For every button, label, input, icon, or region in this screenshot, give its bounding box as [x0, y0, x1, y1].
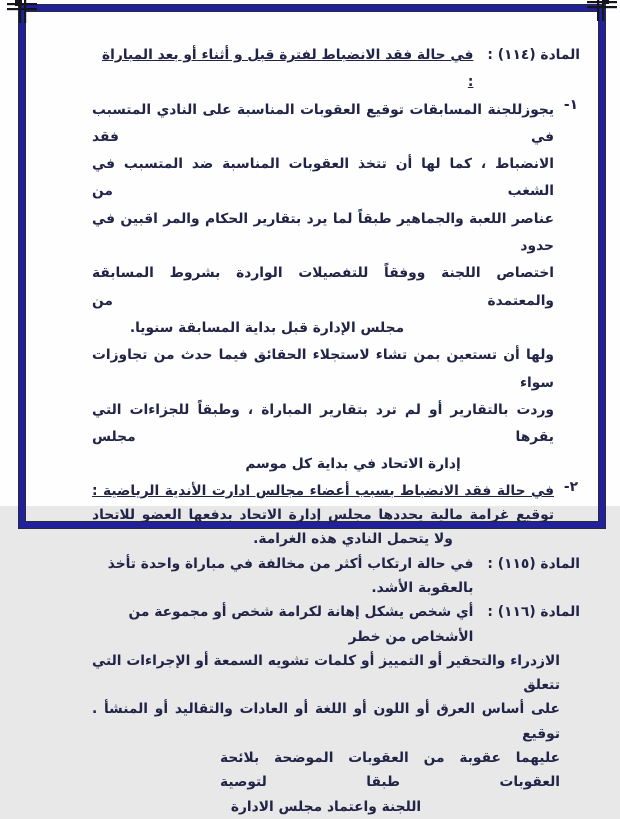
- item-1-line: وردت بالتقارير أو لم ترد بتقارير المباراة ، وطبقاً للجزاءات التي يقرها مجلس: [92, 401, 554, 446]
- article-116-text-line: اللجنة واعتماد مجلس الادارة: [230, 798, 422, 815]
- item-1-marker: ١-: [563, 96, 578, 113]
- section-article-114: [92, 42, 580, 479]
- item-2-line: ولا يتحمل النادي هذه الغرامة.: [253, 531, 453, 548]
- item-1-line: اختصاص اللجنة ووفقاً للتفصيلات الواردة بشروط المسابقة والمعتمدة من: [92, 265, 554, 309]
- article-116-row: [92, 600, 580, 649]
- article-116-label: المادة (١١٦) :: [487, 604, 580, 621]
- item-1-line: عناصر اللعبة والجماهير طبقاً لما يرد بتقارير الحكام والمر اقبين في حدود: [92, 210, 554, 255]
- item-2-line: توقيع غرامة مالية يحددها مجلس إدارة الاتحاد بدفعها العضو للاتحاد: [92, 507, 554, 524]
- article-116-text-line: عليهما عقوبة من العقوبات الموضحة بلائحة العقوبات طبقا لتوصية: [220, 750, 560, 791]
- article-115-text: في حالة ارتكاب أكثر من مخالفة في مباراة واحدة تأخذ بالعقوبة الأشد.: [107, 555, 474, 596]
- page-content: [92, 42, 580, 819]
- article-115-row: [92, 552, 580, 601]
- article-114-row: [92, 42, 580, 97]
- item-2-marker: ٢-: [563, 478, 578, 495]
- item-1-line: يجوزللجنة المسابقات توقيع العقوبات المناسبة على النادي المتسبب في فقد: [92, 101, 554, 145]
- item-1-line: ولها أن تستعين بمن تشاء لاستجلاء الحقائق فيما حدث من تجاوزات سواء: [92, 347, 554, 391]
- item-1-line: الانضباط ، كما لها أن تتخذ العقوبات المناسبة ضد المتسبب في الشغب من: [92, 156, 554, 200]
- article-116-text-line: الازدراء والتحقير أو التمييز أو كلمات تشويه السمعة أو الإجراءات التي تتعلق: [92, 652, 560, 694]
- section-lower: [92, 479, 580, 819]
- item-1-line: إدارة الاتحاد في بداية كل موسم: [245, 456, 461, 473]
- top-left-corner-ornament-icon: [7, 0, 41, 25]
- item-1: [92, 97, 580, 479]
- item-2: [92, 479, 580, 552]
- article-116-text-line: أي شخص يشكل إهانة لكرامة شخص أو مجموعة من الأشخاص من خطر: [128, 604, 474, 645]
- article-116-continuation: [92, 649, 560, 819]
- article-114-title: في حالة فقد الانضباط لفترة قبل و أثناء أو بعد المباراة :: [102, 47, 474, 91]
- article-115-label: المادة (١١٥) :: [487, 555, 580, 572]
- top-right-corner-ornament-icon: [583, 0, 617, 23]
- article-116-text-line: على أساس العرق أو اللون أو اللغة أو العادات والتقاليد أو المنشأ . توقيع: [92, 701, 560, 742]
- article-114-label: المادة (١١٤) :: [487, 47, 580, 63]
- item-2-title: في حالة فقد الانضباط بسبب أعضاء مجالس ادارت الأندية الرياضية :: [92, 482, 554, 499]
- item-1-line: مجلس الإدارة قبل بداية المسابقة سنويا.: [129, 319, 405, 336]
